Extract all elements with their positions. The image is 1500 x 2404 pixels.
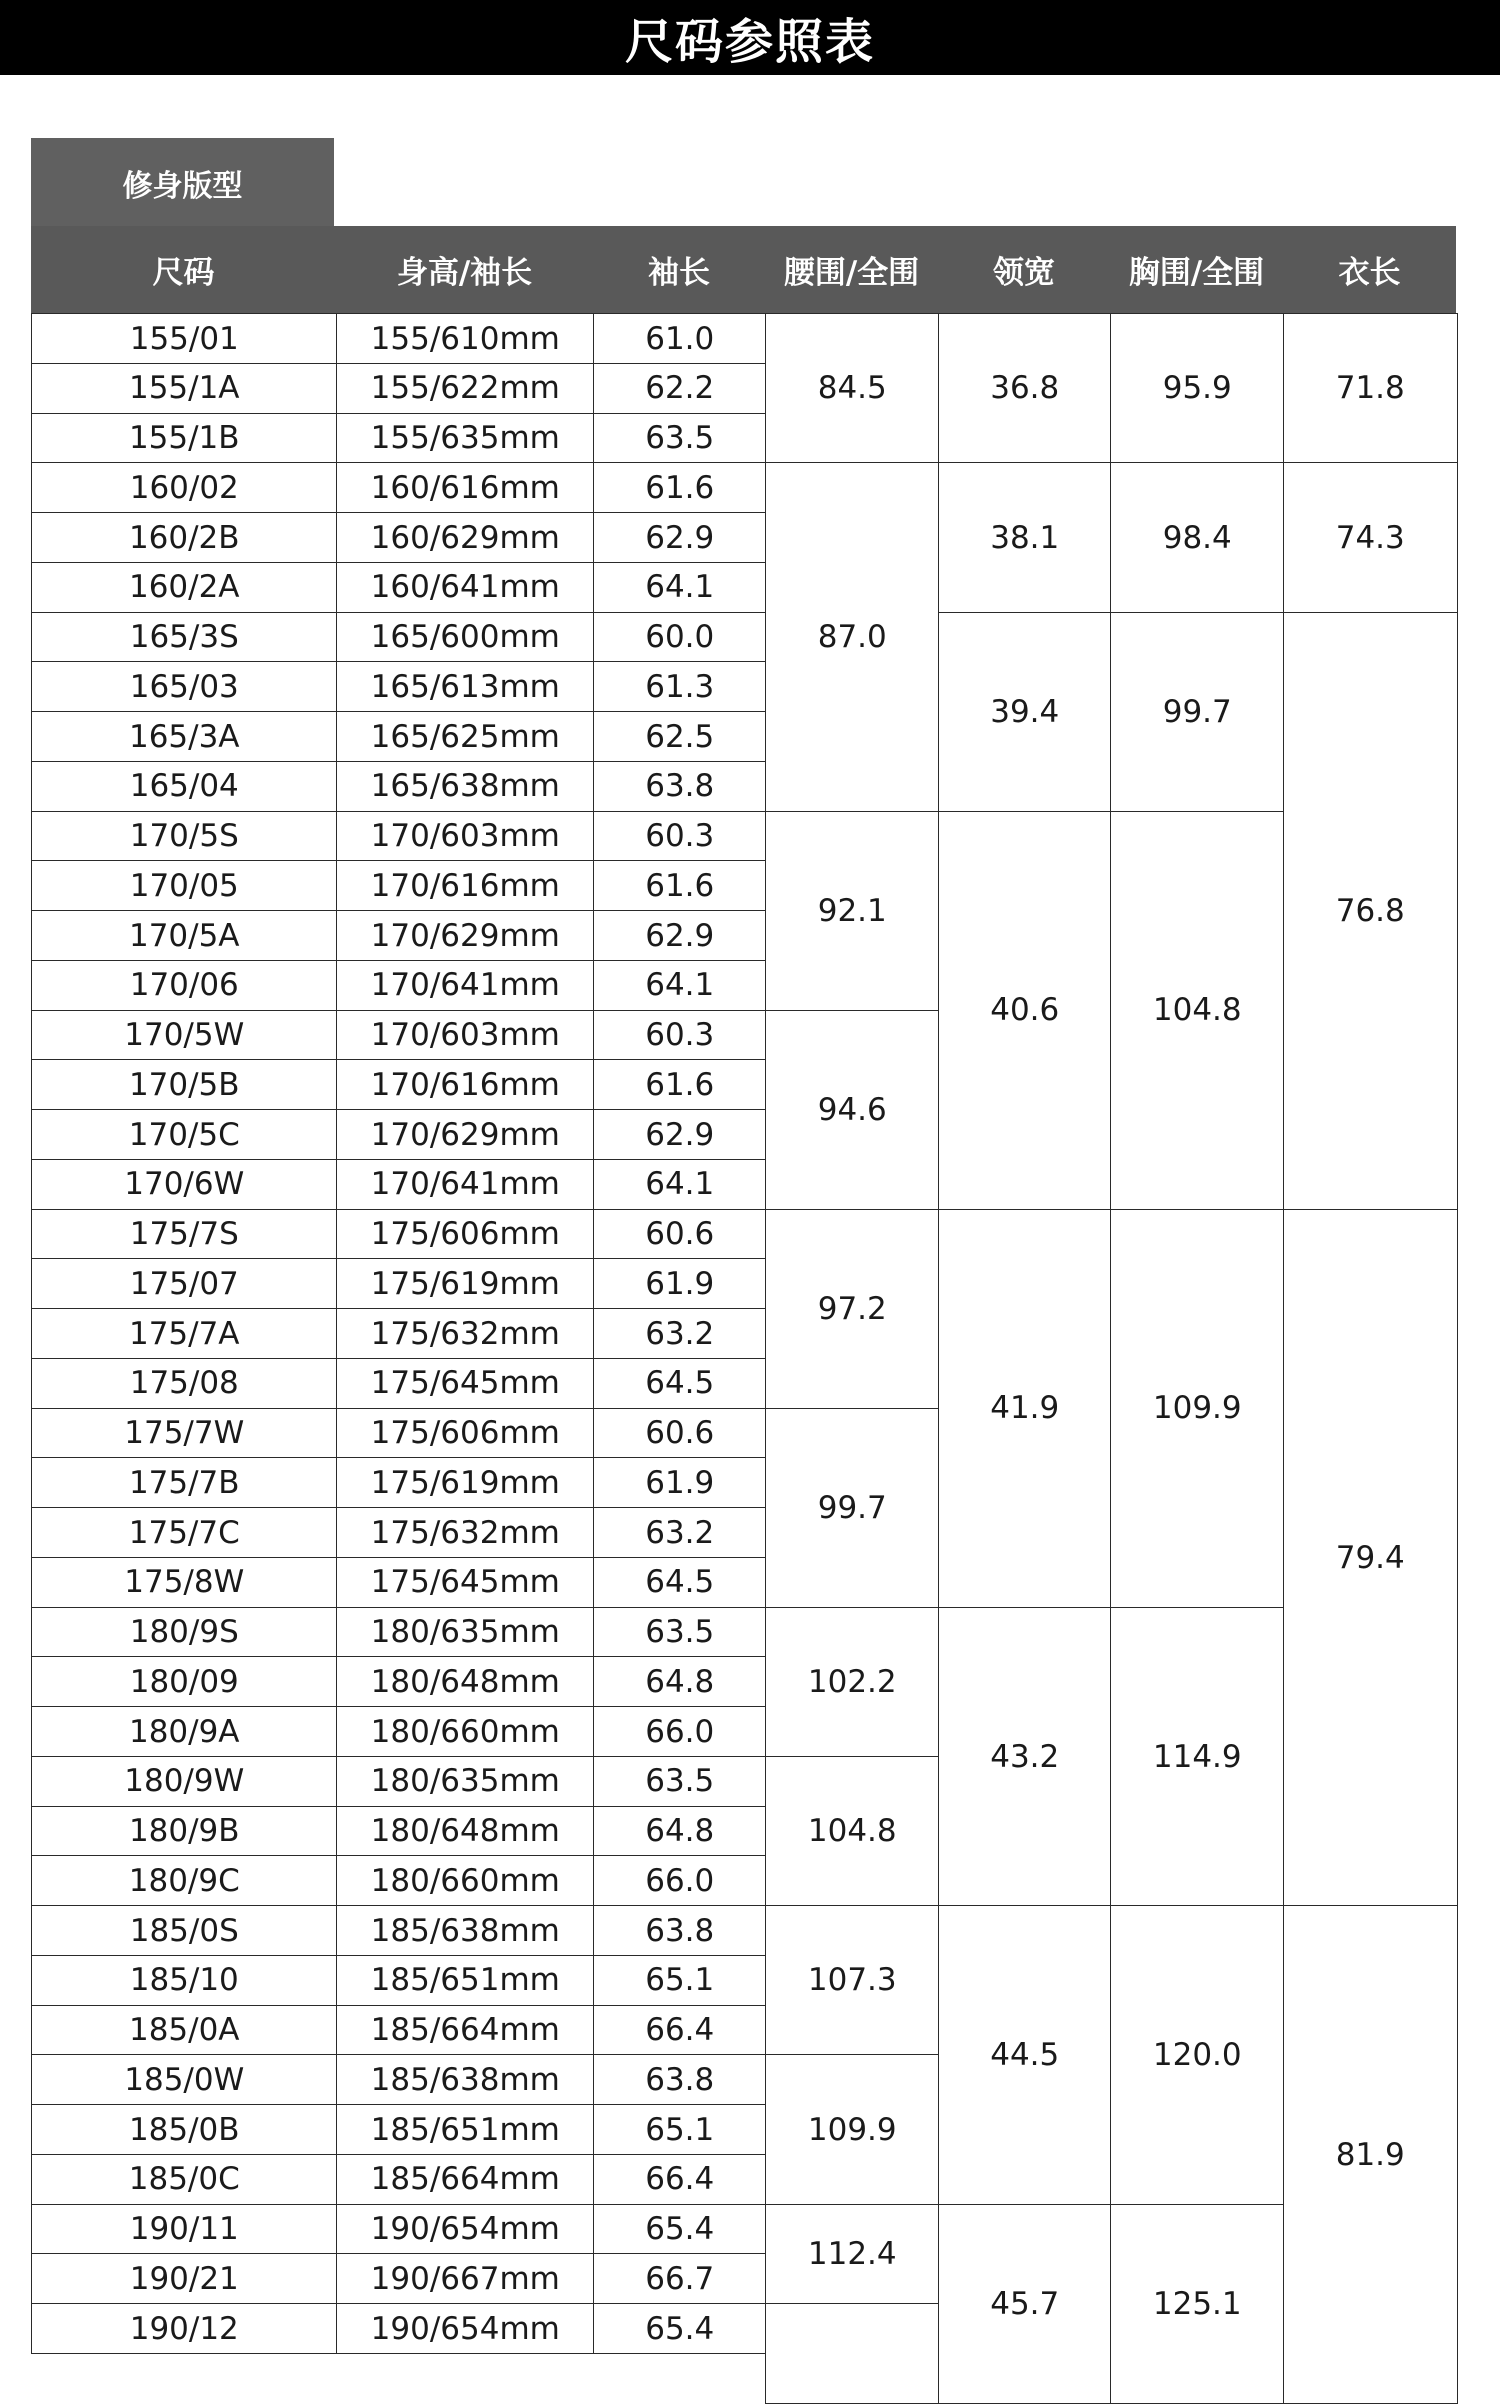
height-sleeve-cell: 180/648mm — [336, 1806, 595, 1857]
sleeve-cell: 63.8 — [593, 761, 767, 812]
sleeve-cell: 62.5 — [593, 711, 767, 762]
collar-cell: 41.9 — [938, 1209, 1112, 1609]
sleeve-cell: 61.9 — [593, 1258, 767, 1309]
waist-cell: 92.1 — [765, 811, 940, 1012]
header-height-sleeve: 身高/袖长 — [336, 226, 593, 313]
height-sleeve-cell: 160/629mm — [336, 512, 595, 563]
sleeve-cell: 65.4 — [593, 2204, 767, 2255]
sleeve-cell: 65.1 — [593, 2104, 767, 2155]
waist-cell: 109.9 — [765, 2054, 940, 2205]
waist-cell: 84.5 — [765, 313, 940, 464]
height-sleeve-cell: 170/603mm — [336, 811, 595, 862]
sleeve-cell: 61.0 — [593, 313, 767, 364]
sleeve-cell: 63.5 — [593, 413, 767, 464]
header-length: 衣长 — [1283, 226, 1456, 313]
chest-cell: 109.9 — [1110, 1209, 1285, 1609]
size-cell: 175/8W — [31, 1557, 338, 1608]
height-sleeve-cell: 170/629mm — [336, 910, 595, 961]
size-cell: 175/08 — [31, 1358, 338, 1409]
size-cell: 170/5A — [31, 910, 338, 961]
height-sleeve-cell: 165/625mm — [336, 711, 595, 762]
sleeve-cell: 61.6 — [593, 1059, 767, 1110]
waist-cell: 94.6 — [765, 1010, 940, 1211]
collar-cell: 43.2 — [938, 1607, 1112, 1907]
chest-cell: 125.1 — [1110, 2204, 1285, 2404]
height-sleeve-cell: 160/616mm — [336, 462, 595, 513]
waist-cell: 102.2 — [765, 1607, 940, 1758]
height-sleeve-cell: 175/606mm — [336, 1209, 595, 1260]
size-cell: 175/07 — [31, 1258, 338, 1309]
sleeve-cell: 64.1 — [593, 562, 767, 613]
height-sleeve-cell: 170/629mm — [336, 1109, 595, 1160]
sleeve-cell: 63.8 — [593, 2054, 767, 2105]
header-sleeve: 袖长 — [593, 226, 765, 313]
header-size: 尺码 — [31, 226, 336, 313]
chest-cell: 104.8 — [1110, 811, 1285, 1211]
height-sleeve-cell: 165/638mm — [336, 761, 595, 812]
size-cell: 165/04 — [31, 761, 338, 812]
size-cell: 160/2A — [31, 562, 338, 613]
height-sleeve-cell: 175/632mm — [336, 1308, 595, 1359]
sleeve-cell: 64.5 — [593, 1557, 767, 1608]
height-sleeve-cell: 175/619mm — [336, 1258, 595, 1309]
waist-cell: 104.8 — [765, 1756, 940, 1907]
height-sleeve-cell: 180/648mm — [336, 1656, 595, 1707]
size-cell: 170/5B — [31, 1059, 338, 1110]
size-cell: 180/9S — [31, 1607, 338, 1658]
height-sleeve-cell: 175/619mm — [336, 1457, 595, 1508]
sleeve-cell: 64.1 — [593, 1159, 767, 1210]
height-sleeve-cell: 155/610mm — [336, 313, 595, 364]
sleeve-cell: 65.1 — [593, 1955, 767, 2006]
sleeve-cell: 61.6 — [593, 462, 767, 513]
size-cell: 165/3S — [31, 612, 338, 663]
collar-cell: 39.4 — [938, 612, 1112, 813]
sleeve-cell: 66.0 — [593, 1855, 767, 1906]
sleeve-cell: 62.2 — [593, 363, 767, 414]
waist-cell: 107.3 — [765, 1905, 940, 2056]
height-sleeve-cell: 170/616mm — [336, 1059, 595, 1110]
sleeve-cell: 63.5 — [593, 1607, 767, 1658]
height-sleeve-cell: 165/613mm — [336, 661, 595, 712]
page-title: 尺码参照表 — [0, 0, 1500, 75]
size-cell: 175/7W — [31, 1408, 338, 1459]
size-cell: 175/7A — [31, 1308, 338, 1359]
sleeve-cell: 66.4 — [593, 2154, 767, 2205]
height-sleeve-cell: 155/635mm — [336, 413, 595, 464]
sleeve-cell: 60.6 — [593, 1408, 767, 1459]
tab-slim-fit[interactable]: 修身版型 — [31, 138, 334, 228]
size-cell: 180/9C — [31, 1855, 338, 1906]
collar-cell: 40.6 — [938, 811, 1112, 1211]
height-sleeve-cell: 155/622mm — [336, 363, 595, 414]
height-sleeve-cell: 185/638mm — [336, 2054, 595, 2105]
size-cell: 180/09 — [31, 1656, 338, 1707]
size-cell: 170/6W — [31, 1159, 338, 1210]
sleeve-cell: 61.9 — [593, 1457, 767, 1508]
length-cell: 76.8 — [1283, 612, 1458, 1211]
size-cell: 180/9B — [31, 1806, 338, 1857]
size-cell: 185/0C — [31, 2154, 338, 2205]
size-cell: 165/03 — [31, 661, 338, 712]
size-cell: 180/9W — [31, 1756, 338, 1807]
size-cell: 190/12 — [31, 2303, 338, 2354]
height-sleeve-cell: 185/664mm — [336, 2154, 595, 2205]
sleeve-cell: 62.9 — [593, 1109, 767, 1160]
sleeve-cell: 64.8 — [593, 1656, 767, 1707]
size-cell: 185/0B — [31, 2104, 338, 2155]
size-cell: 165/3A — [31, 711, 338, 762]
sleeve-cell: 63.2 — [593, 1507, 767, 1558]
height-sleeve-cell: 165/600mm — [336, 612, 595, 663]
collar-cell: 45.7 — [938, 2204, 1112, 2404]
size-cell: 160/2B — [31, 512, 338, 563]
height-sleeve-cell: 180/635mm — [336, 1756, 595, 1807]
waist-cell: 87.0 — [765, 462, 940, 812]
height-sleeve-cell: 175/606mm — [336, 1408, 595, 1459]
sleeve-cell: 63.5 — [593, 1756, 767, 1807]
sleeve-cell: 61.3 — [593, 661, 767, 712]
size-cell: 175/7S — [31, 1209, 338, 1260]
chest-cell: 98.4 — [1110, 462, 1285, 613]
sleeve-cell: 63.8 — [593, 1905, 767, 1956]
height-sleeve-cell: 160/641mm — [336, 562, 595, 613]
sleeve-cell: 60.0 — [593, 612, 767, 663]
waist-cell — [765, 2303, 940, 2404]
chest-cell: 114.9 — [1110, 1607, 1285, 1907]
size-cell: 170/5S — [31, 811, 338, 862]
size-cell: 155/1A — [31, 363, 338, 414]
size-cell: 155/01 — [31, 313, 338, 364]
size-cell: 185/0W — [31, 2054, 338, 2105]
waist-cell: 99.7 — [765, 1408, 940, 1609]
header-collar: 领宽 — [938, 226, 1110, 313]
height-sleeve-cell: 185/664mm — [336, 2005, 595, 2056]
size-cell: 185/0A — [31, 2005, 338, 2056]
height-sleeve-cell: 170/616mm — [336, 860, 595, 911]
sleeve-cell: 60.3 — [593, 1010, 767, 1061]
height-sleeve-cell: 175/645mm — [336, 1557, 595, 1608]
chest-cell: 120.0 — [1110, 1905, 1285, 2205]
height-sleeve-cell: 180/660mm — [336, 1855, 595, 1906]
sleeve-cell: 65.4 — [593, 2303, 767, 2354]
height-sleeve-cell: 185/651mm — [336, 2104, 595, 2155]
sleeve-cell: 60.3 — [593, 811, 767, 862]
header-chest: 胸围/全围 — [1110, 226, 1283, 313]
sleeve-cell: 60.6 — [593, 1209, 767, 1260]
sleeve-cell: 62.9 — [593, 512, 767, 563]
size-cell: 160/02 — [31, 462, 338, 513]
sleeve-cell: 64.8 — [593, 1806, 767, 1857]
size-cell: 175/7B — [31, 1457, 338, 1508]
length-cell: 74.3 — [1283, 462, 1458, 613]
chest-cell: 99.7 — [1110, 612, 1285, 813]
height-sleeve-cell: 180/635mm — [336, 1607, 595, 1658]
size-cell: 155/1B — [31, 413, 338, 464]
height-sleeve-cell: 185/638mm — [336, 1905, 595, 1956]
collar-cell: 44.5 — [938, 1905, 1112, 2205]
size-cell: 170/05 — [31, 860, 338, 911]
sleeve-cell: 66.7 — [593, 2253, 767, 2304]
height-sleeve-cell: 190/654mm — [336, 2303, 595, 2354]
sleeve-cell: 64.1 — [593, 960, 767, 1011]
sleeve-cell: 63.2 — [593, 1308, 767, 1359]
height-sleeve-cell: 180/660mm — [336, 1706, 595, 1757]
height-sleeve-cell: 170/641mm — [336, 1159, 595, 1210]
size-cell: 175/7C — [31, 1507, 338, 1558]
height-sleeve-cell: 170/603mm — [336, 1010, 595, 1061]
size-cell: 170/5W — [31, 1010, 338, 1061]
size-cell: 185/0S — [31, 1905, 338, 1956]
size-cell: 170/5C — [31, 1109, 338, 1160]
height-sleeve-cell: 170/641mm — [336, 960, 595, 1011]
sleeve-cell: 61.6 — [593, 860, 767, 911]
sleeve-cell: 66.4 — [593, 2005, 767, 2056]
length-cell: 79.4 — [1283, 1209, 1458, 1907]
header-waist: 腰围/全围 — [765, 226, 938, 313]
size-cell: 190/11 — [31, 2204, 338, 2255]
size-cell: 190/21 — [31, 2253, 338, 2304]
height-sleeve-cell: 175/645mm — [336, 1358, 595, 1409]
height-sleeve-cell: 190/654mm — [336, 2204, 595, 2255]
collar-cell: 38.1 — [938, 462, 1112, 613]
waist-cell: 112.4 — [765, 2204, 940, 2305]
waist-cell: 97.2 — [765, 1209, 940, 1410]
collar-cell: 36.8 — [938, 313, 1112, 464]
sleeve-cell: 66.0 — [593, 1706, 767, 1757]
height-sleeve-cell: 190/667mm — [336, 2253, 595, 2304]
length-cell: 81.9 — [1283, 1905, 1458, 2404]
sleeve-cell: 64.5 — [593, 1358, 767, 1409]
sleeve-cell: 62.9 — [593, 910, 767, 961]
chest-cell: 95.9 — [1110, 313, 1285, 464]
size-cell: 185/10 — [31, 1955, 338, 2006]
length-cell: 71.8 — [1283, 313, 1458, 464]
size-cell: 170/06 — [31, 960, 338, 1011]
size-cell: 180/9A — [31, 1706, 338, 1757]
height-sleeve-cell: 175/632mm — [336, 1507, 595, 1558]
height-sleeve-cell: 185/651mm — [336, 1955, 595, 2006]
